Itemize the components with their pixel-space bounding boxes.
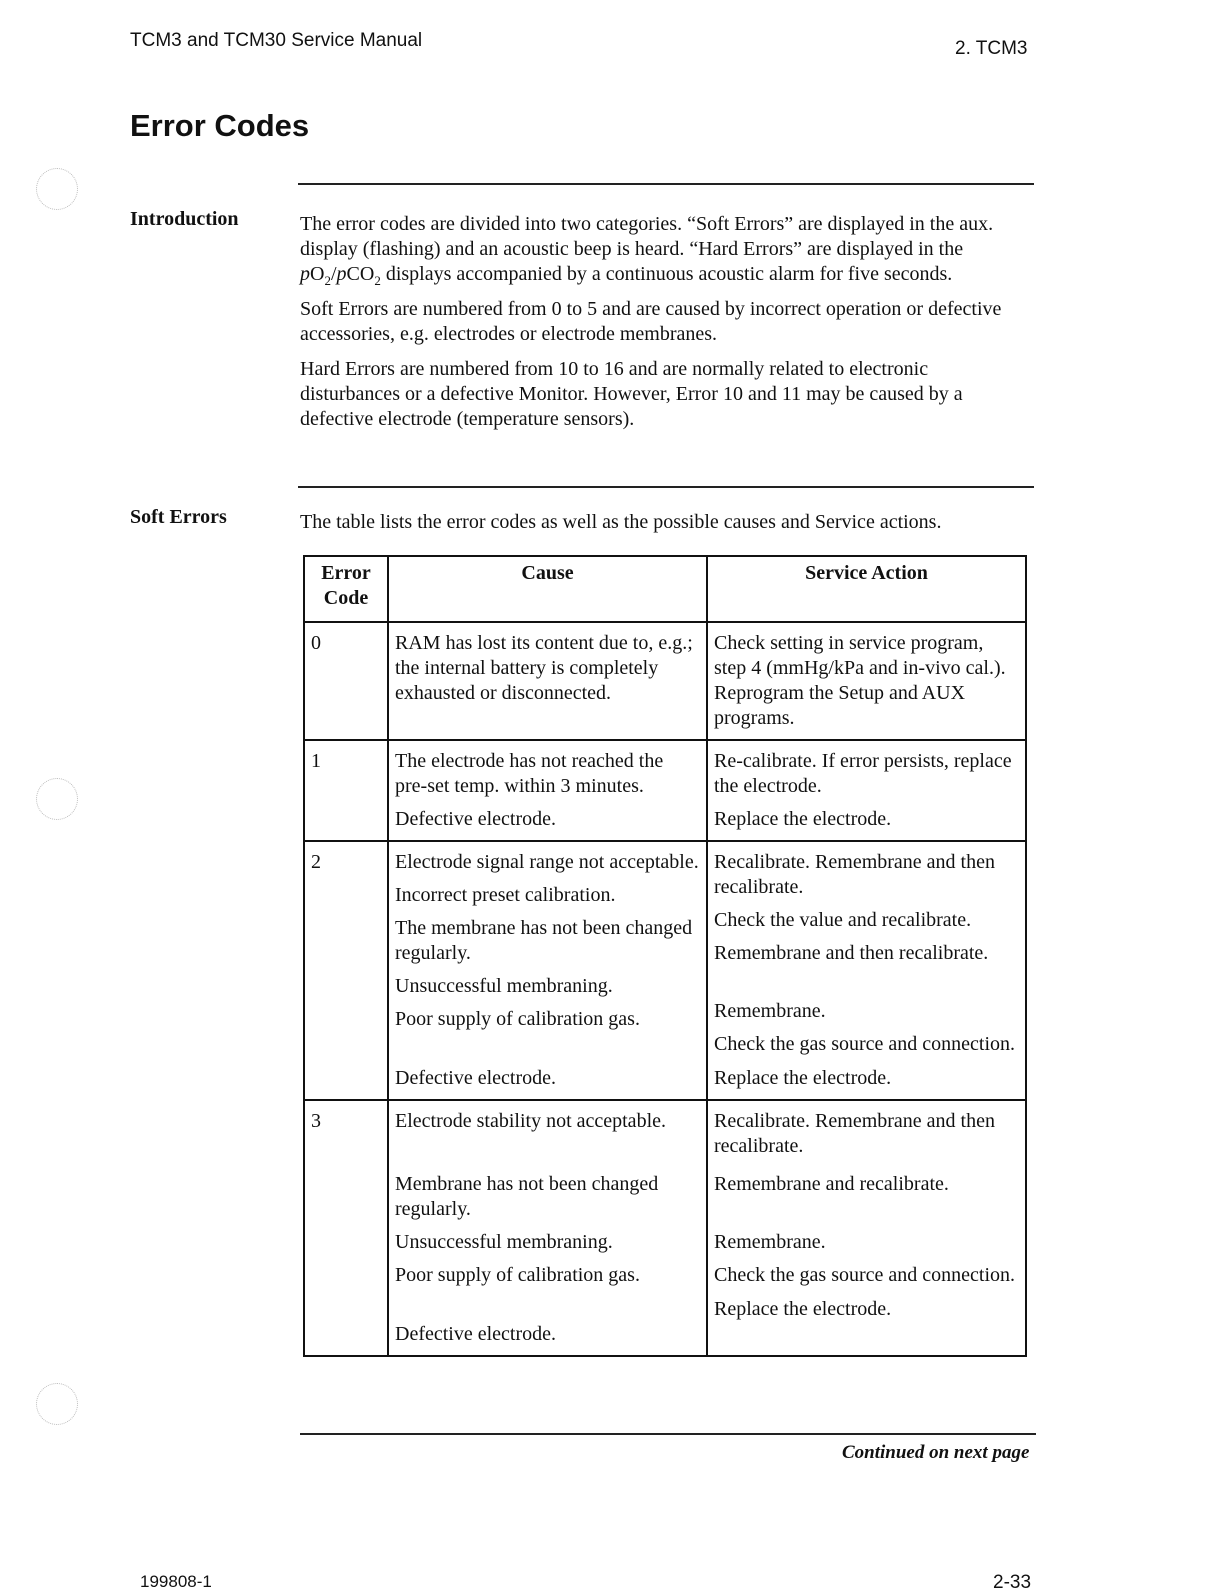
- cause-cell: [388, 1100, 707, 1356]
- cause-item: Unsuccessful membraning.: [395, 975, 613, 997]
- action-item: Check setting in service program, step 4 (mmHg/kPa and in-vivo cal.). Reprogram the Setup and AUX programs.: [714, 632, 1006, 729]
- section-label-soft-errors: Soft Errors: [130, 506, 227, 528]
- action-item: Check the value and recalibrate.: [714, 909, 972, 931]
- error-code-cell: 3: [304, 1100, 388, 1356]
- section-divider-middle: [298, 486, 1034, 488]
- cause-item: Unsuccessful membraning.: [395, 1231, 613, 1253]
- action-cell: [707, 1100, 1026, 1356]
- error-code-cell: 1: [304, 740, 388, 841]
- cause-item: Poor supply of calibration gas.: [395, 1008, 640, 1030]
- punch-hole-middle: [36, 778, 78, 820]
- cause-cell: [388, 622, 707, 740]
- footer-page-number: 2-33: [993, 1572, 1032, 1593]
- action-item: Check the gas source and connection.: [714, 1033, 1016, 1055]
- action-item: Check the gas source and connection.: [714, 1264, 1016, 1286]
- cause-item: Defective electrode.: [395, 808, 557, 830]
- soft-errors-intro: The table lists the error codes as well as the possible causes and Service actions.: [300, 511, 942, 533]
- table-row: [304, 740, 1026, 841]
- error-code-cell: 0: [304, 622, 388, 740]
- soft-errors-table: [303, 555, 1027, 1357]
- action-item: Remembrane and then recalibrate.: [714, 942, 989, 964]
- table-row: [304, 622, 1026, 740]
- action-item: Replace the electrode.: [714, 1067, 892, 1089]
- cause-item: Electrode signal range not acceptable.: [395, 851, 699, 873]
- header-manual-title: TCM3 and TCM30 Service Manual: [130, 30, 423, 51]
- cause-cell: [388, 740, 707, 841]
- introduction-text: [300, 212, 1025, 442]
- table-row: [304, 1100, 1026, 1356]
- section-divider-top: [298, 183, 1034, 185]
- punch-hole-top: [36, 168, 78, 210]
- action-item: Remembrane.: [714, 1231, 826, 1253]
- introduction-paragraph-3: Hard Errors are numbered from 10 to 16 and are normally related to electronic disturbances or a defective Monitor. However, Error 10 and 11 may be caused by a defective electrode (temperature sensors).: [300, 358, 963, 430]
- action-cell: [707, 740, 1026, 841]
- header-cause: Cause: [388, 556, 707, 622]
- cause-item: The membrane has not been changed regularly.: [395, 917, 693, 964]
- cause-item: Membrane has not been changed regularly.: [395, 1173, 659, 1220]
- table-header-row: [304, 556, 1026, 622]
- error-code-cell: 2: [304, 841, 388, 1100]
- action-cell: [707, 841, 1026, 1100]
- header-chapter: 2. TCM3: [955, 38, 1028, 59]
- header-service-action: Service Action: [707, 556, 1026, 622]
- continued-note: Continued on next page: [842, 1442, 1030, 1463]
- action-item: Recalibrate. Remembrane and then recalibrate.: [714, 851, 995, 898]
- cause-item: Defective electrode.: [395, 1323, 557, 1345]
- page-title: Error Codes: [130, 108, 310, 143]
- section-divider-bottom: [300, 1433, 1036, 1435]
- introduction-paragraph-2: Soft Errors are numbered from 0 to 5 and are caused by incorrect operation or defective accessories, e.g. electrodes or electrode membranes.: [300, 298, 1002, 345]
- cause-item: RAM has lost its content due to, e.g.; the internal battery is completely exhausted or disconnected.: [395, 632, 693, 704]
- table-row: [304, 841, 1026, 1100]
- punch-hole-bottom: [36, 1383, 78, 1425]
- action-cell: [707, 622, 1026, 740]
- action-item: Recalibrate. Remembrane and then recalibrate.: [714, 1110, 995, 1157]
- cause-item: Poor supply of calibration gas.: [395, 1264, 640, 1286]
- introduction-paragraph-1: The error codes are divided into two categories. “Soft Errors” are displayed in the aux. display (flashing) and an acoustic beep is heard. “Hard Errors” are displayed in the $pO_2/pCO_2$ displays accompanied by a continuous acoustic alarm for five seconds.: [300, 213, 994, 288]
- header-error-code: Error Code: [304, 556, 388, 622]
- cause-item: The electrode has not reached the pre-set temp. within 3 minutes.: [395, 750, 664, 797]
- section-label-introduction: Introduction: [130, 208, 239, 230]
- cause-item: Incorrect preset calibration.: [395, 884, 616, 906]
- action-item: Replace the electrode.: [714, 808, 892, 830]
- action-item: Re-calibrate. If error persists, replace the electrode.: [714, 750, 1012, 797]
- footer-document-number: 199808-1: [140, 1572, 212, 1591]
- action-item: Remembrane.: [714, 1000, 826, 1022]
- action-item: Replace the electrode.: [714, 1298, 892, 1320]
- cause-cell: [388, 841, 707, 1100]
- cause-item: Electrode stability not acceptable.: [395, 1110, 666, 1132]
- action-item: Remembrane and recalibrate.: [714, 1173, 949, 1195]
- cause-item: Defective electrode.: [395, 1067, 557, 1089]
